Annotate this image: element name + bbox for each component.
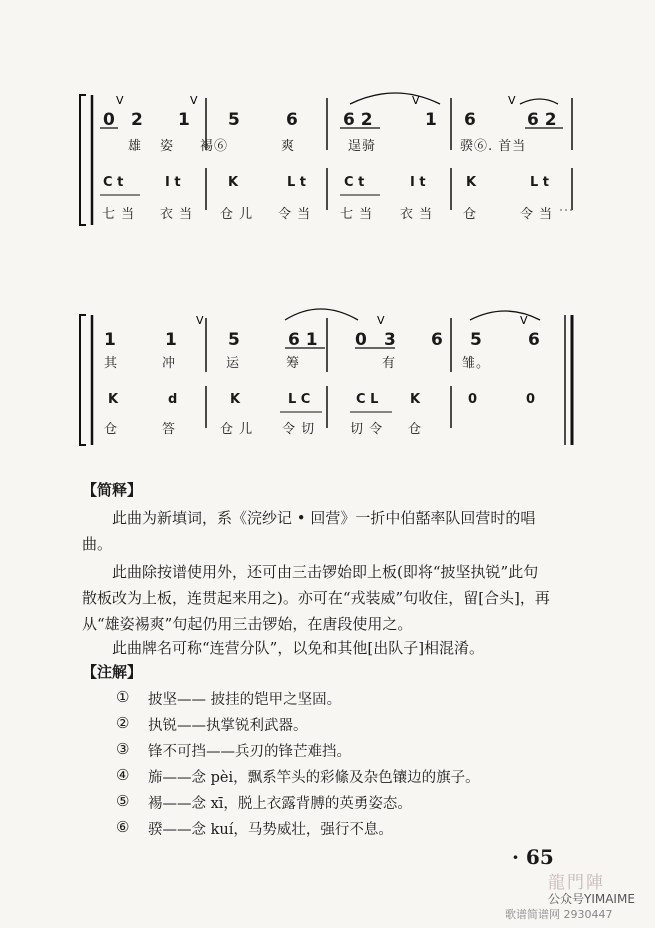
svg-text:V: V	[508, 94, 516, 107]
percussion-symbol: L t	[530, 175, 550, 190]
percussion-syllable: 仓	[408, 422, 423, 437]
note: 5	[470, 330, 482, 350]
lyric: 雄	[128, 139, 143, 154]
svg-text:V: V	[520, 314, 528, 327]
percussion-syllable: 仓 儿	[220, 207, 254, 222]
percussion-symbol: 0	[526, 392, 536, 407]
lyric: 爽	[281, 139, 296, 154]
note: 1	[104, 330, 116, 350]
note: 0	[355, 330, 367, 350]
note-marker: ⑥	[116, 818, 130, 836]
note-item: 旆——念 pèi，飘系竿头的彩絛及杂色镶边的旗子。	[148, 770, 480, 786]
percussion-symbol: d	[168, 392, 178, 407]
paragraph-line: 从“雄姿裼爽”句起仍用三击锣始，在唐段使用之。	[82, 615, 413, 633]
lyric: 骙⑥. 首当	[460, 139, 527, 154]
lyric: 裼⑥	[200, 139, 229, 154]
page-number: · 65	[512, 845, 554, 869]
watermark-line1: 公众号YIMAIME	[548, 892, 635, 906]
notes-heading: 【注解】	[82, 663, 143, 681]
svg-text:V: V	[377, 314, 385, 327]
lyric: 冲	[162, 356, 177, 371]
note-item: 骙——念 kuí，马势威壮，强行不息。	[148, 822, 393, 838]
note-item: 披坚—— 披挂的铠甲之坚固。	[148, 692, 342, 708]
note: 6 2	[343, 110, 373, 130]
percussion-symbol: L C	[288, 392, 311, 407]
note: 6	[286, 110, 298, 130]
note-marker: ⑤	[116, 792, 130, 810]
paragraph-line: 散板改为上板，连贯起来用之)。亦可在“戎装威”句收住，留[合头]，再	[82, 589, 550, 607]
note: 5	[228, 110, 240, 130]
note: 6	[431, 330, 443, 350]
svg-text:V: V	[190, 94, 198, 107]
note-marker: ①	[116, 688, 130, 706]
percussion-symbol: K	[230, 392, 241, 407]
paragraph-line: 此曲为新填词，系《浣纱记 • 回营》一折中伯嚭率队回营时的唱	[112, 509, 536, 527]
lyric: 运	[226, 356, 241, 371]
note: 1	[165, 330, 177, 350]
note: 3	[384, 330, 396, 350]
percussion-syllable: 答	[162, 422, 177, 437]
note-item: 锋不可挡——兵刃的锋芒难挡。	[148, 744, 351, 760]
percussion-syllable: 令 当	[278, 207, 312, 222]
percussion-syllable: 切 令	[350, 422, 384, 437]
note: 6	[464, 110, 476, 130]
note: 5	[228, 330, 240, 350]
percussion-symbol: 0	[468, 392, 478, 407]
percussion-syllable: 仓 儿	[220, 422, 254, 437]
percussion-syllable: 七 当	[102, 207, 136, 222]
note-item: 执锐——执掌锐利武器。	[148, 718, 308, 734]
paragraph-line: 此曲牌名可称“连营分队”，以免和其他[出队子]相混淆。	[112, 639, 485, 657]
paragraph-line: 此曲除按谱使用外，还可由三击锣始即上板(即将“披坚执锐”此句	[112, 563, 539, 581]
note-marker: ③	[116, 740, 130, 758]
percussion-symbol: C t	[103, 175, 124, 190]
svg-text:V: V	[196, 314, 204, 327]
note: 6	[528, 330, 540, 350]
lyric: 其	[104, 356, 119, 371]
watermark-logo: 龍門陣	[548, 873, 605, 893]
note-marker: ④	[116, 766, 130, 784]
lyric: 姿	[160, 139, 175, 154]
percussion-symbol: K	[228, 175, 239, 190]
percussion-syllable: 衣 当	[400, 207, 434, 222]
percussion-syllable: 仓	[104, 422, 119, 437]
note: 1	[425, 110, 437, 130]
lyric: 雏。	[462, 356, 491, 371]
percussion-symbol: I t	[410, 175, 426, 190]
note: 6 1	[288, 330, 318, 350]
percussion-syllable: 仓	[463, 207, 478, 222]
note: 1	[178, 110, 190, 130]
percussion-symbol: C t	[344, 175, 365, 190]
percussion-symbol: K	[108, 392, 119, 407]
note: 6 2	[527, 110, 557, 130]
percussion-syllable: 衣 当	[160, 207, 194, 222]
percussion-symbol: L t	[287, 175, 307, 190]
percussion-symbol: I t	[165, 175, 181, 190]
percussion-symbol: K	[466, 175, 477, 190]
paragraph-line: 曲。	[82, 535, 113, 553]
svg-text:V: V	[116, 94, 124, 107]
percussion-syllable: 七 当	[340, 207, 374, 222]
percussion-syllable: 令 切	[282, 422, 316, 437]
watermark-line2: 歌谱简谱网 2930447	[505, 908, 613, 921]
note: 0	[103, 110, 115, 130]
percussion-syllable: 令 当	[520, 207, 554, 222]
lyric: 有	[382, 356, 397, 371]
note: 2	[131, 110, 143, 130]
lyric: 逞骑	[348, 139, 377, 154]
percussion-symbol: C L	[356, 392, 379, 407]
lyric: 筹	[286, 356, 301, 371]
svg-text:V: V	[412, 94, 420, 107]
explanation-heading: 【简释】	[82, 481, 143, 499]
percussion-symbol: K	[410, 392, 421, 407]
note-item: 裼——念 xī，脱上衣露背膊的英勇姿态。	[148, 796, 412, 812]
note-marker: ②	[116, 714, 130, 732]
